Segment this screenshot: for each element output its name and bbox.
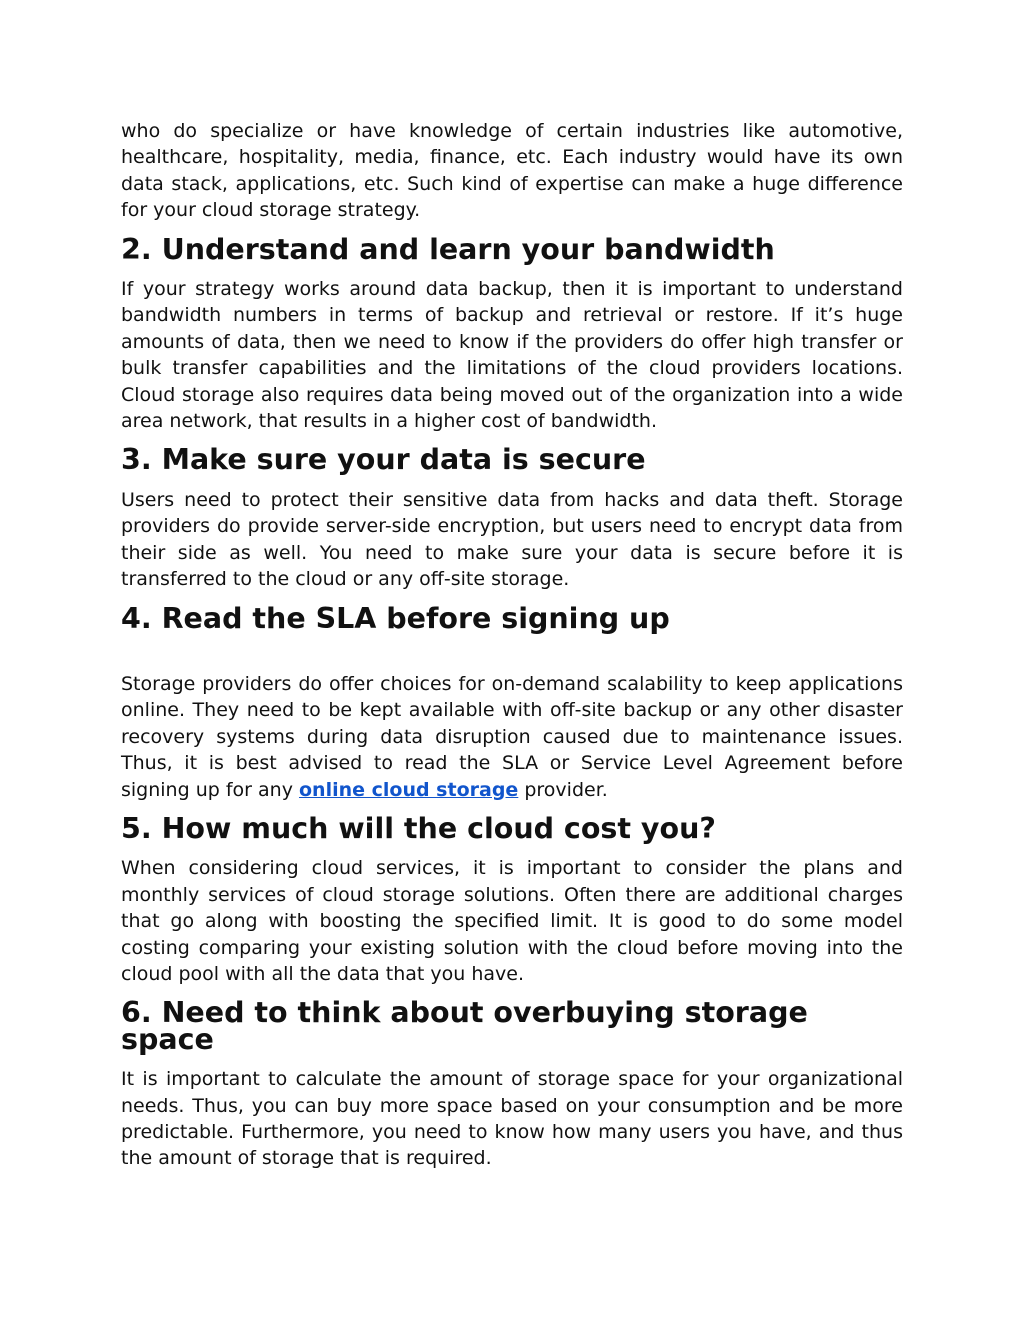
section-paragraph-overbuying: It is important to calculate the amount of storage space for your organizational needs. Thus, you can buy more space based on your consumption and be more predictable. Furthermore, you need to know how many users you have, and thus the amount of storage that is required. [121, 1068, 903, 1170]
section-heading-bandwidth: 2. Understand and learn your bandwidth [121, 232, 775, 266]
online-cloud-storage-link[interactable]: online cloud storage [298, 778, 519, 801]
section-heading-cost: 5. How much will the cloud cost you? [121, 811, 716, 845]
section-paragraph-sla [121, 671, 903, 803]
document-page [121, 118, 903, 1185]
sla-text-before-link: Storage providers do offer choices for on-demand scalability to keep applications online. They need to be kept available with off-site backup or any other disaster recovery systems during data disruption caused due to maintenance issues. Thus, it is best advised to read the SLA or Service Level Agreement before signing up for any [121, 672, 903, 801]
section-heading-sla: 4. Read the SLA before signing up [121, 601, 670, 635]
section-paragraph-cost: When considering cloud services, it is important to consider the plans and monthly services of cloud storage solutions. Often there are additional charges that go along with boosting the specified limit. It is good to do some model costing comparing your existing solution with the cloud before moving into the cloud pool with all the data that you have. [121, 857, 903, 985]
section-heading-security: 3. Make sure your data is secure [121, 443, 646, 477]
section-paragraph-security: Users need to protect their sensitive data from hacks and data theft. Storage providers do provide server-side encryption, but users need to encrypt data from their side as well. You need to make sure your data is secure before it is transferred to the cloud or any off-site storage. [121, 488, 903, 591]
intro-paragraph: who do specialize or have knowledge of certain industries like automotive, healthcare, hospitality, media, finance, etc. Each industry would have its own data stack, applications, etc. Such kind of expertise can make a huge difference for your cloud storage strategy. [121, 120, 903, 222]
sla-text-after-link: provider. [518, 778, 608, 801]
section-paragraph-bandwidth: If your strategy works around data backup, then it is important to understand bandwidth numbers in terms of backup and retrieval or restore. If it’s huge amounts of data, then we need to know if the providers do offer high transfer or bulk transfer capabilities and the limitations of the cloud providers locations. Cloud storage also requires data being moved out of the organization into a wide area network, that results in a higher cost of bandwidth. [121, 278, 903, 433]
section-heading-overbuying: 6. Need to think about overbuying storage space [121, 996, 808, 1056]
